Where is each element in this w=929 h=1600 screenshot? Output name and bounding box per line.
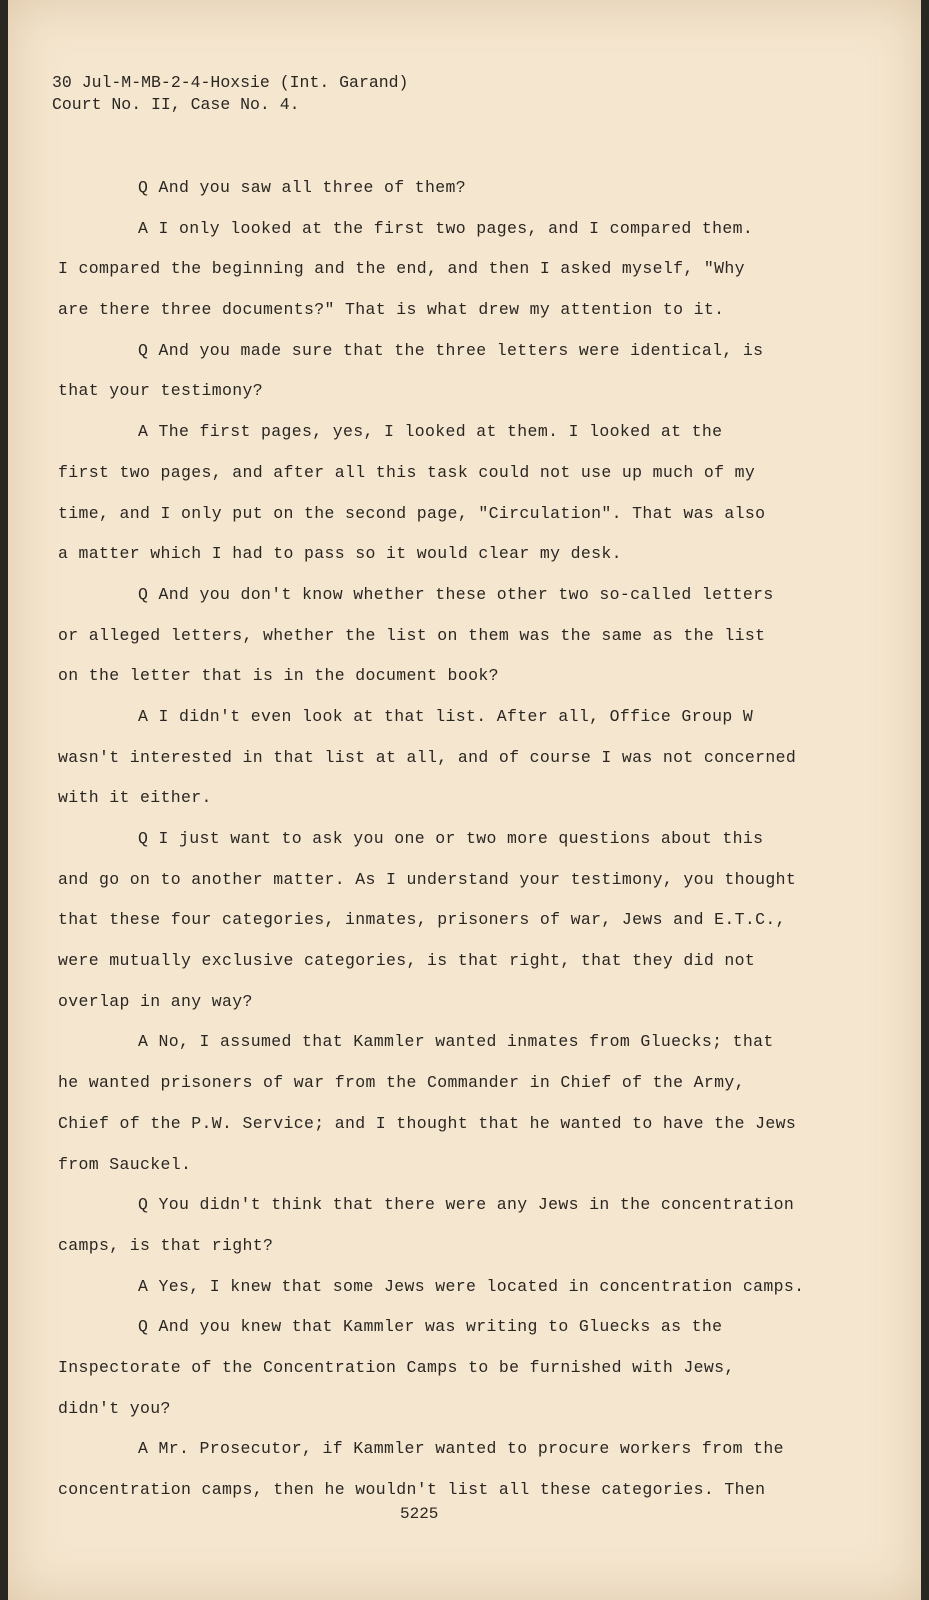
text-line: were mutually exclusive categories, is that right, that they did not (58, 951, 756, 971)
text-line: or alleged letters, whether the list on them was the same as the list (58, 625, 766, 645)
text-line: overlap in any way? (58, 991, 253, 1011)
text-line: A I didn't even look at that list. After all, Office Group W (138, 706, 754, 726)
text-line: A The first pages, yes, I looked at them. I looked at the (138, 422, 723, 442)
text-line: from Sauckel. (58, 1154, 192, 1174)
document-page (8, 0, 921, 1600)
text-line: and go on to another matter. As I understand your testimony, you thought (58, 869, 797, 889)
text-line: Q I just want to ask you one or two more questions about this (138, 829, 764, 848)
page-header (52, 72, 408, 116)
header-line-2: Court No. II, Case No. 4. (52, 95, 300, 114)
text-line: that your testimony? (58, 381, 264, 401)
text-line: a matter which I had to pass so it would clear my desk. (58, 544, 622, 564)
text-line: wasn't interested in that list at all, and of course I was not concerned (58, 747, 797, 767)
text-line: he wanted prisoners of war from the Commander in Chief of the Army, (58, 1073, 745, 1093)
text-line: are there three documents?" That is what drew my attention to it. (58, 300, 725, 320)
text-line: Inspectorate of the Concentration Camps to be furnished with Jews, (58, 1357, 735, 1377)
text-line: Q And you don't know whether these other two so-called letters (138, 584, 774, 604)
text-line: Q And you saw all three of them? (138, 178, 467, 197)
text-line: Chief of the P.W. Service; and I thought that he wanted to have the Jews (58, 1113, 797, 1133)
text-line: A No, I assumed that Kammler wanted inmates from Gluecks; that (138, 1032, 774, 1052)
header-line-1: 30 Jul-M-MB-2-4-Hoxsie (Int. Garand) (52, 73, 409, 92)
text-line: on the letter that is in the document book? (58, 666, 499, 686)
text-line: time, and I only put on the second page, "Circulation". That was also (58, 503, 766, 523)
text-line: A Yes, I knew that some Jews were located in concentration camps. (138, 1276, 805, 1296)
text-line: camps, is that right? (58, 1235, 274, 1255)
text-line: A Mr. Prosecutor, if Kammler wanted to procure workers from the (138, 1439, 784, 1459)
text-line: Q And you made sure that the three letters were identical, is (138, 340, 764, 360)
text-line: concentration camps, then he wouldn't list all these categories. Then (58, 1480, 766, 1499)
text-line: that these four categories, inmates, prisoners of war, Jews and E.T.C., (58, 910, 786, 930)
text-line: didn't you? (58, 1398, 171, 1418)
page-number: 5225 (400, 1505, 439, 1523)
text-line: I compared the beginning and the end, and then I asked myself, "Why (58, 259, 745, 279)
text-line: first two pages, and after all this task could not use up much of my (58, 462, 756, 482)
text-line: Q And you knew that Kammler was writing to Gluecks as the (138, 1317, 723, 1337)
transcript-body (58, 178, 818, 1521)
text-line: Q You didn't think that there were any Jews in the concentration (138, 1195, 795, 1215)
text-line: with it either. (58, 788, 212, 808)
text-line: A I only looked at the first two pages, and I compared them. (138, 218, 754, 238)
